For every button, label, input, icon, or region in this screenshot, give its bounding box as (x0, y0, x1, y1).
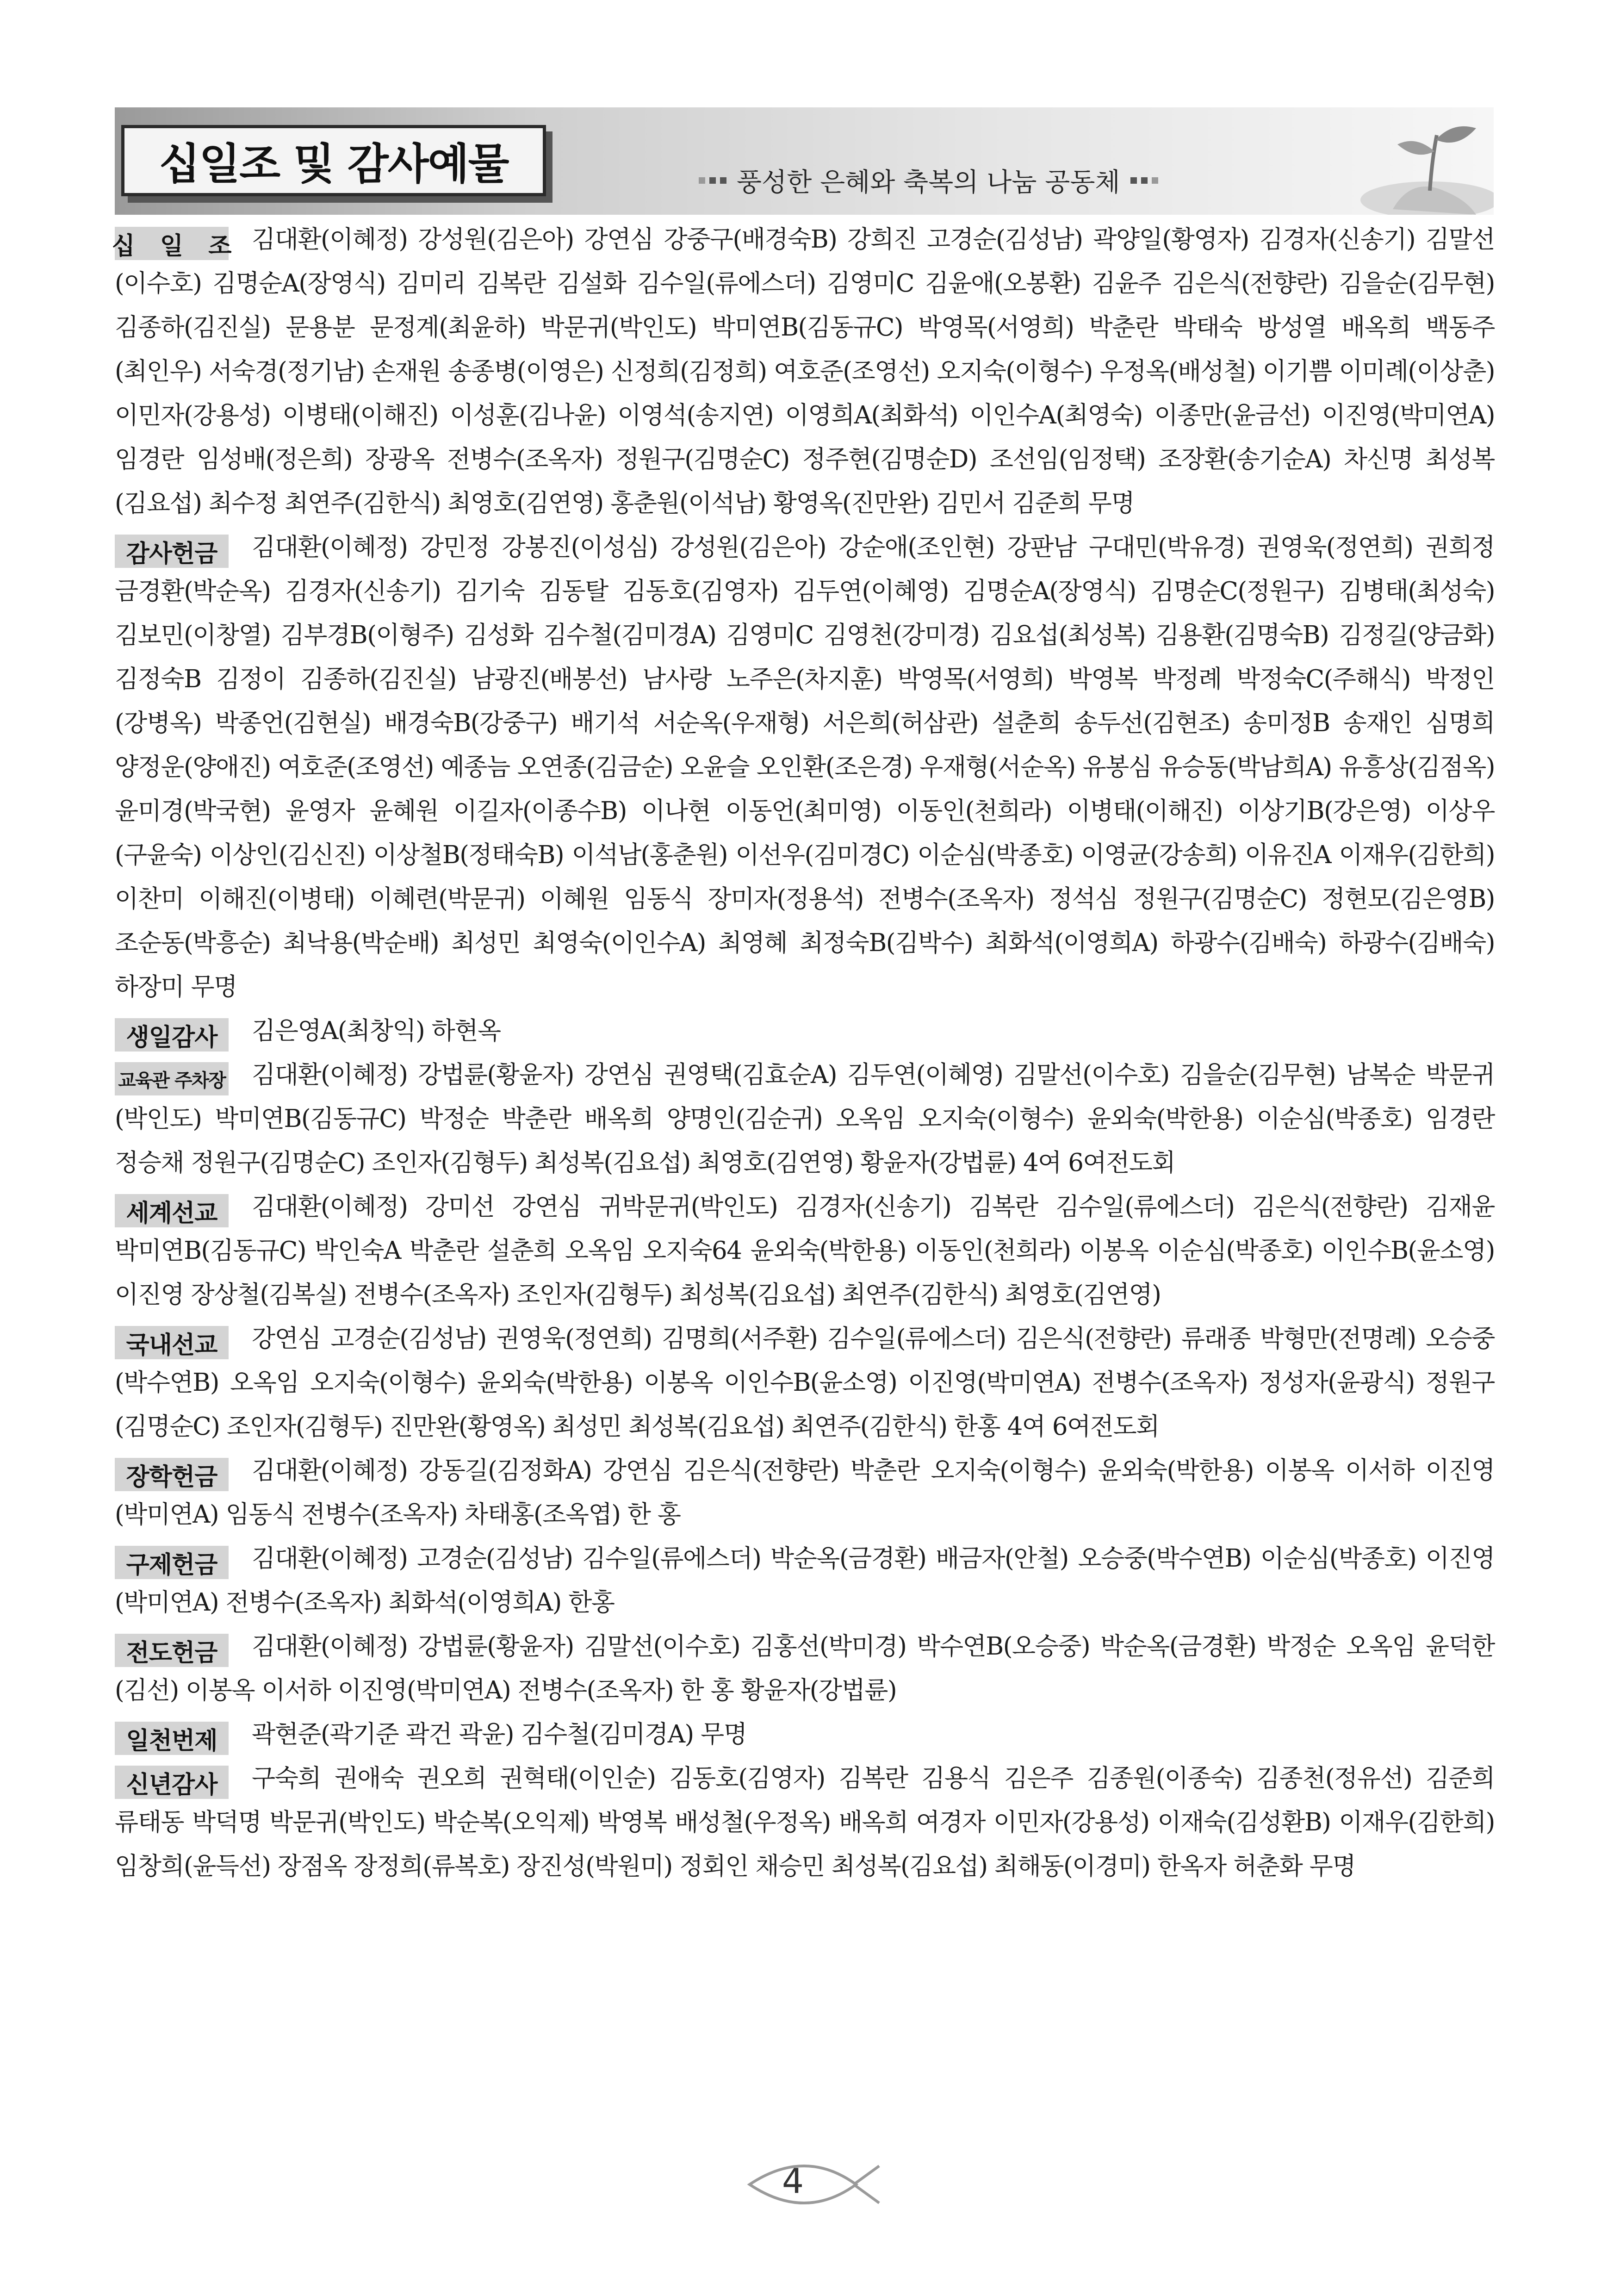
donor-list: 김대환(이혜정) 강미선 강연심 귀박문귀(박인도) 김경자(신송기) 김복란 김수일(류에스더) 김은식(전향란) 김재윤 박미연B(김동규C) 박인숙A 박춘란 설춘희 오옥임 오지숙64 윤외숙(박한용) 이동인(천희라) 이봉옥 이순심(박종호) 이인수B(윤소영) 이진영 장상철(김복실) 전병수(조옥자) 조인자(김형두) 최성복(김요섭) 최연주(김한식) 최영호(김연영) (115, 1193, 1495, 1309)
section-domestic-mission (115, 1317, 1495, 1449)
donor-list: 김은영A(최창익) 하현옥 (252, 1017, 501, 1045)
page-title: 십일조 및 감사예물 (159, 139, 509, 189)
donor-list: 김대환(이혜정) 강성원(김은아) 강연심 강중구(배경숙B) 강희진 고경순(김성남) 곽양일(황영자) 김경자(신송기) 김말선(이수호) 김명순A(장영식) 김미리 김복란 김설화 김수일(류에스더) 김영미C 김윤애(오봉환) 김윤주 김은식(전향란) 김을순(김무현) 김종하(김진실) 문용분 문정계(최윤하) 박문귀(박인도) 박미연B(김동규C) 박영목(서영희) 박춘란 박태숙 방성열 배옥희 백동주(최인우) 서숙경(정기남) 손재원 송종병(이영은) 신정희(김정희) 여호준(조영선) 오지숙(이형수) 우정옥(배성철) 이기쁨 이미례(이상춘) 이민자(강용성) 이병태(이해진) 이성훈(김나윤) 이영석(송지연) 이영희A(최화석) 이인수A(최영숙) 이종만(윤금선) 이진영(박미연A) 임경란 임성배(정은희) 장광옥 전병수(조옥자) 정원구(김명순C) 정주현(김명순D) 조선임(임정택) 조장환(송기순A) 차신명 최성복(김요섭) 최수정 최연주(김한식) 최영호(김연영) 홍춘원(이석남) 황영옥(진만완) 김민서 김준희 무명 (115, 225, 1495, 517)
section-new-year-thanks (115, 1756, 1495, 1888)
donor-list: 김대환(이혜정) 강법륜(황윤자) 강연심 권영택(김효순A) 김두연(이혜영) 김말선(이수호) 김을순(김무현) 남복순 박문귀(박인도) 박미연B(김동규C) 박정순 박춘란 배옥희 양명인(김순귀) 오옥임 오지숙(이형수) 윤외숙(박한용) 이순심(박종호) 임경란 정승채 정원구(김명순C) 조인자(김형두) 최성복(김요섭) 최영호(김연영) 황윤자(강법륜) 4여 6여전도회 (115, 1061, 1495, 1177)
section-birthday-thanks (115, 1009, 1495, 1053)
page-number: 4 (782, 2161, 804, 2201)
offering-list (112, 218, 1495, 1888)
section-relief (115, 1537, 1495, 1624)
donor-list: 김대환(이혜정) 강민정 강봉진(이성심) 강성원(김은아) 강순애(조인현) 강판남 구대민(박유경) 권영욱(정연희) 권희정 금경환(박순옥) 김경자(신송기) 김기숙 김동탈 김동호(김영자) 김두연(이혜영) 김명순A(장영식) 김명순C(정원구) 김병태(최성숙) 김보민(이창열) 김부경B(이형주) 김성화 김수철(김미경A) 김영미C 김영천(강미경) 김요섭(최성복) 김용환(김명숙B) 김정길(양금화) 김정숙B 김정이 김종하(김진실) 남광진(배봉선) 남사랑 노주은(차지훈) 박영목(서영희) 박영복 박정례 박정숙C(주해식) 박정인(강병옥) 박종언(김현실) 배경숙B(강중구) 배기석 서순옥(우재형) 서은희(허삼관) 설춘희 송두선(김현조) 송미정B 송재인 심명희 양정운(양애진) 여호준(조영선) 예종늠 오연종(김금순) 오윤슬 오인환(조은경) 우재형(서순옥) 유봉심 유승동(박남희A) 유흥상(김점옥) 윤미경(박국현) 윤영자 윤혜원 이길자(이종수B) 이나현 이동언(최미영) 이동인(천희라) 이병태(이해진) 이상기B(강은영) 이상우(구윤숙) 이상인(김신진) 이상철B(정태숙B) 이석남(홍춘원) 이선우(김미경C) 이순심(박종호) 이영균(강송희) 이유진A 이재우(김한희) 이찬미 이해진(이병태) 이혜련(박문귀) 이혜원 임동식 장미자(정용석) 전병수(조옥자) 정석심 정원구(김명순C) 정현모(김은영B) 조순동(박흥순) 최낙용(박순배) 최성민 최영숙(이인수A) 최영혜 최정숙B(김박수) 최화석(이영희A) 하광수(김배숙) 하광수(김배숙) 하장미 무명 (115, 533, 1495, 1001)
section-scholarship (115, 1449, 1495, 1537)
subtitle (699, 162, 1158, 199)
donor-list: 김대환(이혜정) 강법륜(황윤자) 김말선(이수호) 김홍선(박미경) 박수연B(오승중) 박순옥(금경환) 박정순 오옥임 윤덕한(김선) 이봉옥 이서하 이진영(박미연A) 전병수(조옥자) 한 홍 황윤자(강법륜) (115, 1632, 1495, 1705)
section-label: 구제헌금 (115, 1546, 229, 1579)
donor-list: 구숙희 권애숙 권오희 권혁태(이인순) 김동호(김영자) 김복란 김용식 김은주 김종원(이종숙) 김종천(정유선) 김준희 류태동 박덕명 박문귀(박인도) 박순복(오익제) 박영복 배성철(우정옥) 배옥희 여경자 이민자(강용성) 이재숙(김성환B) 이재우(김한희) 임창희(윤득선) 장점옥 장정희(류복호) 장진성(박원미) 정회인 채승민 최성복(김요섭) 최해동(이경미) 한옥자 허춘화 무명 (115, 1764, 1495, 1880)
subtitle-text: 풍성한 은혜와 축복의 나눔 공동체 (737, 168, 1120, 198)
section-education-parking (115, 1053, 1495, 1185)
donor-list: 김대환(이혜정) 강동길(김정화A) 강연심 김은식(전향란) 박춘란 오지숙(이형수) 윤외숙(박한용) 이봉옥 이서하 이진영(박미연A) 임동식 전병수(조옥자) 차태홍(조옥엽) 한 홍 (115, 1456, 1495, 1529)
section-label: 생일감사 (115, 1018, 229, 1052)
decorative-dots-icon (1130, 177, 1158, 184)
donor-list: 강연심 고경순(김성남) 권영욱(정연희) 김명희(서주환) 김수일(류에스더) 김은식(전향란) 류래종 박형만(전명례) 오승중(박수연B) 오옥임 오지숙(이형수) 윤외숙(박한용) 이봉옥 이인수B(윤소영) 이진영(박미연A) 전병수(조옥자) 정성자(윤광식) 정원구(김명순C) 조인자(김형두) 진만완(황영옥) 최성민 최성복(김요섭) 최연주(김한식) 한홍 4여 6여전도회 (115, 1325, 1495, 1441)
donor-list: 곽현준(곽기준 곽건 곽윤) 김수철(김미경A) 무명 (252, 1720, 747, 1748)
fish-icon (736, 2152, 884, 2217)
section-thousand-offerings (115, 1712, 1495, 1756)
section-world-mission (115, 1185, 1495, 1317)
section-label: 십 일 조 (115, 227, 229, 260)
page-title-box (121, 125, 546, 196)
decorative-dots-icon (699, 177, 726, 184)
section-label: 국내선교 (115, 1326, 229, 1359)
sprout-in-hands-icon (1337, 107, 1494, 215)
section-tithe (112, 218, 1495, 525)
section-label: 신년감사 (115, 1766, 229, 1799)
section-thanks-offering (115, 525, 1495, 1009)
section-label: 전도헌금 (115, 1634, 229, 1667)
section-label: 교육관 주차장 (115, 1062, 229, 1095)
section-label: 장학헌금 (115, 1458, 229, 1491)
section-evangelism (115, 1624, 1495, 1712)
section-label: 일천번제 (115, 1722, 229, 1755)
section-label: 세계선교 (115, 1194, 229, 1227)
section-label: 감사헌금 (115, 535, 229, 568)
donor-list: 김대환(이혜정) 고경순(김성남) 김수일(류에스더) 박순옥(금경환) 배금자(안철) 오승중(박수연B) 이순심(박종호) 이진영(박미연A) 전병수(조옥자) 최화석(이영희A) 한홍 (115, 1544, 1495, 1617)
